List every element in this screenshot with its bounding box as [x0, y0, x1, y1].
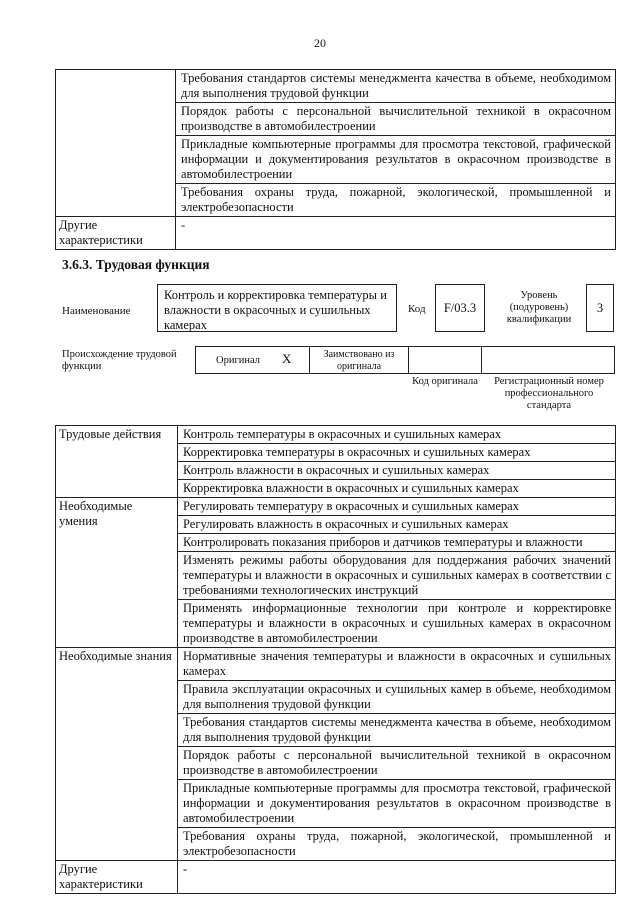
name-label: Наименование	[62, 305, 131, 317]
item-text: -	[178, 861, 616, 894]
item-text: Корректировка температуры в окрасочных и сушильных камерах	[178, 444, 616, 462]
reg-number-caption: Регистрационный номер профессионального стандарта	[494, 376, 604, 411]
table-row	[56, 70, 616, 103]
item-text: Требования охраны труда, пожарной, экологической, промышленной и электробезопасности	[178, 828, 616, 861]
row-text: Прикладные компьютерные программы для просмотра текстовой, графической информации и документирования результатов в окрасочном производстве в автомобилестроении	[176, 136, 616, 184]
origin-table	[195, 346, 615, 374]
row-text: Порядок работы с персональной вычислительной техникой в окрасочном производстве в автомобилестроении	[176, 103, 616, 136]
group-label: Другие характеристики	[56, 861, 178, 894]
row-text: -	[176, 217, 616, 250]
top-table	[55, 69, 616, 250]
original-label: Оригинал	[216, 355, 260, 366]
level-label: Уровень (подуровень) квалификации	[506, 290, 572, 325]
table-row	[56, 861, 616, 894]
item-text: Изменять режимы работы оборудования для поддержания рабочих значений температуры и влажности в окрасочных и сушильных камерах в соответствии с требованиями технологических инструкций	[178, 552, 616, 600]
item-text: Контролировать показания приборов и датчиков температуры и влажности	[178, 534, 616, 552]
item-text: Прикладные компьютерные программы для просмотра текстовой, графической информации и документирования результатов в окрасочном производстве в автомобилестроении	[178, 780, 616, 828]
group-label: Необходимые знания	[56, 648, 178, 861]
row-label: Другие характеристики	[56, 217, 176, 250]
item-text: Применять информационные технологии при контроле и корректировке температуры и влажности в окрасочных и сушильных камерах в окрасочном производстве в автомобилестроении	[178, 600, 616, 648]
table-row	[56, 217, 616, 250]
page-number: 20	[314, 36, 326, 50]
main-table	[55, 425, 616, 894]
code-original-caption: Код оригинала	[412, 376, 478, 387]
borrowed-label: Заимствовано из оригинала	[323, 349, 395, 372]
table-row	[56, 426, 616, 444]
item-text: Правила эксплуатации окрасочных и сушильных камер в объеме, необходимом для выполнения трудовой функции	[178, 681, 616, 714]
item-text: Нормативные значения температуры и влажности в окрасочных и сушильных камерах	[178, 648, 616, 681]
item-text: Корректировка влажности в окрасочных и сушильных камерах	[178, 480, 616, 498]
item-text: Порядок работы с персональной вычислительной техникой в окрасочном производстве в автомобилестроении	[178, 747, 616, 780]
level-value: 3	[586, 284, 614, 332]
original-mark: X	[282, 351, 292, 366]
group-label: Трудовые действия	[56, 426, 178, 498]
name-value: Контроль и корректировка температуры и влажности в окрасочных и сушильных камерах	[157, 284, 397, 332]
table-row	[56, 498, 616, 516]
row-text: Требования охраны труда, пожарной, экологической, промышленной и электробезопасности	[176, 184, 616, 217]
item-text: Контроль влажности в окрасочных и сушильных камерах	[178, 462, 616, 480]
group-label: Необходимые умения	[56, 498, 178, 648]
item-text: Регулировать температуру в окрасочных и сушильных камерах	[178, 498, 616, 516]
section-heading: 3.6.3. Трудовая функция	[62, 257, 210, 272]
code-value: F/03.3	[435, 284, 485, 332]
item-text: Регулировать влажность в окрасочных и сушильных камерах	[178, 516, 616, 534]
code-label: Код	[408, 303, 426, 315]
item-text: Контроль температуры в окрасочных и сушильных камерах	[178, 426, 616, 444]
origin-label: Происхождение трудовой функции	[62, 349, 177, 372]
table-row	[56, 648, 616, 681]
row-text: Требования стандартов системы менеджмента качества в объеме, необходимом для выполнения трудовой функции	[176, 70, 616, 103]
row-label	[56, 70, 176, 217]
item-text: Требования стандартов системы менеджмента качества в объеме, необходимом для выполнения трудовой функции	[178, 714, 616, 747]
